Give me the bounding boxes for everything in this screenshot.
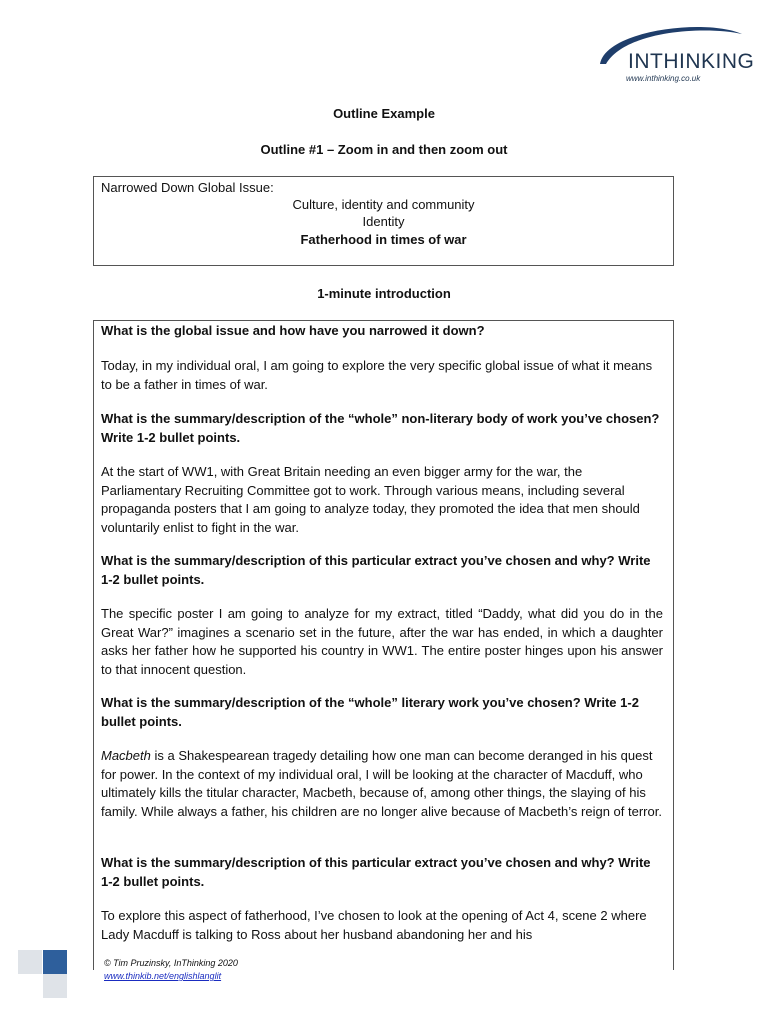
macbeth-title: Macbeth	[101, 748, 151, 763]
issue-line-3: Fatherhood in times of war	[300, 232, 467, 247]
global-issue-label: Narrowed Down Global Issue:	[101, 180, 274, 195]
answer-1: Today, in my individual oral, I am going to explore the very specific global issue of what it means to be a father in times of war.	[101, 358, 653, 392]
question-1: What is the global issue and how have you narrowed it down?	[101, 323, 485, 338]
footer-square-light	[43, 974, 67, 998]
page-title: Outline Example	[333, 106, 435, 121]
answer-4	[101, 747, 663, 821]
footer	[104, 957, 238, 983]
question-5: What is the summary/description of this particular extract you’ve chosen and why? Write 1-2 bullet points.	[101, 855, 651, 889]
question-2: What is the summary/description of the “whole” non-literary body of work you’ve chosen? Write 1-2 bullet points.	[101, 411, 660, 445]
intro-heading: 1-minute introduction	[317, 286, 451, 301]
issue-line-2: Identity	[362, 214, 405, 229]
issue-line-1: Culture, identity and community	[292, 197, 475, 212]
footer-copyright: © Tim Pruzinsky, InThinking 2020	[104, 958, 238, 968]
answer-3: The specific poster I am going to analyze for my extract, titled “Daddy, what did you do in the Great War?” imagines a scenario set in the future, after the war has ended, in which a daughter asks her father how he supported his country in WW1. The entire poster hinges upon his answer to that innocent question.	[101, 606, 663, 677]
global-issue-box	[93, 176, 674, 266]
logo-url: www.inthinking.co.uk	[626, 74, 701, 83]
answer-4-text: is a Shakespearean tragedy detailing how one man can become deranged in his quest for power. In the context of my individual oral, I will be looking at the character of Macduff, who ultimately kills the titular character, Macbeth, because of, among other things, the slaying of his family. While always a father, his children are no longer alive because of Macbeth’s reign of terror.	[101, 748, 662, 819]
answer-2: At the start of WW1, with Great Britain needing an even bigger army for the war, the Parliamentary Recruiting Committee got to work. Through various means, including several propaganda posters that I am going to analyze today, they promoted the idea that men should voluntarily enlist to fight in the war.	[101, 464, 640, 535]
page-subtitle: Outline #1 – Zoom in and then zoom out	[260, 142, 508, 157]
introduction-box	[93, 320, 674, 970]
answer-5: To explore this aspect of fatherhood, I’ve chosen to look at the opening of Act 4, scene 2 where Lady Macduff is talking to Ross about her husband abandoning her and his	[101, 908, 647, 942]
inthinking-logo	[596, 20, 755, 84]
footer-square-dark	[43, 950, 67, 974]
question-3: What is the summary/description of this particular extract you’ve chosen and why? Write 1-2 bullet points.	[101, 553, 651, 587]
footer-link[interactable]: www.thinkib.net/englishlanglit	[104, 971, 222, 981]
logo-word: INTHINKING	[628, 50, 755, 73]
question-4: What is the summary/description of the “whole” literary work you’ve chosen? Write 1-2 bullet points.	[101, 695, 639, 729]
footer-square-light	[18, 950, 42, 974]
